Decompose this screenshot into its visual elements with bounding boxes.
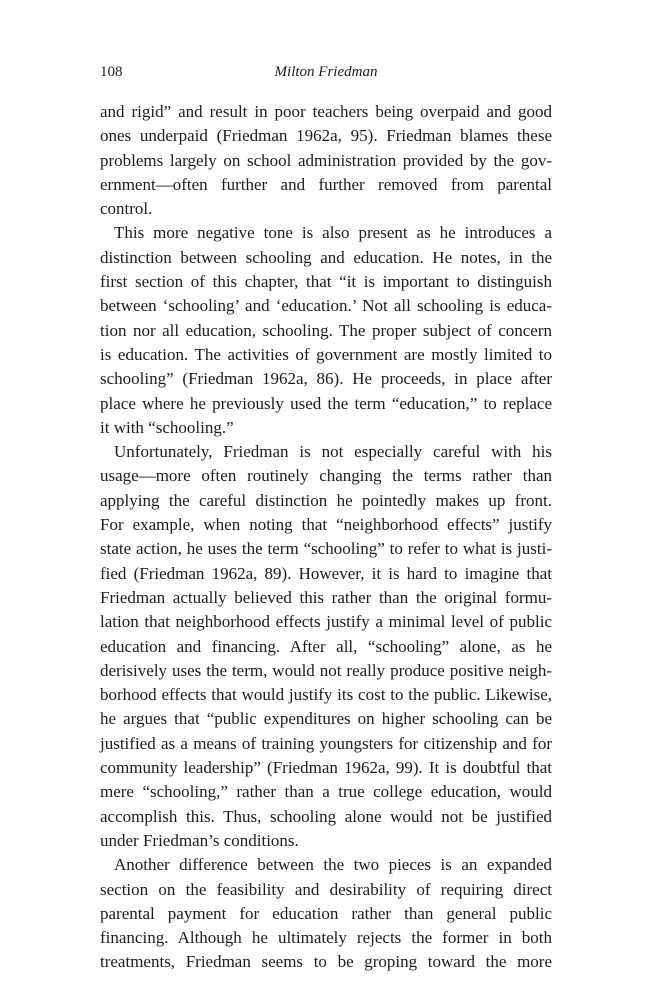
text-line: between ‘schooling’ and ‘education.’ Not all schooling is educa- bbox=[100, 296, 552, 316]
text-line: section on the feasibility and desirability of requiring direct bbox=[100, 879, 552, 899]
text-line: schooling” (Friedman 1962a, 86). He proceeds, in place after bbox=[100, 369, 552, 389]
body-text bbox=[100, 100, 552, 975]
text-line: lation that neighborhood effects justify a minimal level of public bbox=[100, 612, 552, 632]
text-line: treatments, Friedman seems to be groping toward the more bbox=[100, 952, 552, 972]
text-line: borhood effects that would justify its cost to the public. Likewise, bbox=[100, 685, 552, 705]
running-title: Milton Friedman bbox=[274, 64, 378, 80]
text-line: it with “schooling.” bbox=[100, 417, 234, 437]
text-line: fied (Friedman 1962a, 89). However, it is hard to imagine that bbox=[100, 563, 552, 583]
text-line: derisively uses the term, would not really produce positive neigh- bbox=[100, 660, 552, 680]
text-line: ernment—often further and further removed from parental bbox=[100, 174, 552, 194]
page-number: 108 bbox=[100, 64, 123, 80]
text-line: For example, when noting that “neighborhood effects” justify bbox=[100, 515, 552, 535]
text-line: parental payment for education rather than general public bbox=[100, 903, 552, 923]
text-line: financing. Although he ultimately rejects the former in both bbox=[100, 928, 552, 948]
text-line: applying the careful distinction he pointedly makes up front. bbox=[100, 490, 552, 510]
text-line: problems largely on school administration provided by the gov- bbox=[100, 150, 552, 170]
running-header bbox=[100, 58, 552, 88]
text-line: ones underpaid (Friedman 1962a, 95). Friedman blames these bbox=[100, 126, 552, 146]
text-line: control. bbox=[100, 199, 153, 219]
text-line: state action, he uses the term “schooling” to refer to what is justi- bbox=[100, 539, 552, 559]
text-line: place where he previously used the term “education,” to replace bbox=[100, 393, 552, 413]
text-line: mere “schooling,” rather than a true college education, would bbox=[100, 782, 552, 802]
text-line: accomplish this. Thus, schooling alone would not be justified bbox=[100, 806, 552, 826]
text-line: Friedman actually believed this rather than the original formu- bbox=[100, 587, 552, 607]
text-line: justified as a means of training youngsters for citizenship and for bbox=[100, 733, 552, 753]
text-line: first section of this chapter, that “it is important to distinguish bbox=[100, 272, 552, 292]
text-line: tion nor all education, schooling. The proper subject of concern bbox=[100, 320, 552, 340]
text-line: Another difference between the two pieces is an expanded bbox=[114, 855, 552, 875]
text-line: he argues that “public expenditures on higher schooling can be bbox=[100, 709, 552, 729]
text-line: This more negative tone is also present as he introduces a bbox=[114, 223, 552, 243]
text-line: usage—more often routinely changing the terms rather than bbox=[100, 466, 552, 486]
text-line: education and financing. After all, “schooling” alone, as he bbox=[100, 636, 552, 656]
text-line: under Friedman’s conditions. bbox=[100, 830, 299, 850]
text-line: is education. The activities of government are mostly limited to bbox=[100, 344, 552, 364]
text-line: distinction between schooling and education. He notes, in the bbox=[100, 247, 552, 267]
text-line: and rigid” and result in poor teachers being overpaid and good bbox=[100, 102, 552, 121]
book-page bbox=[100, 58, 552, 975]
text-line: Unfortunately, Friedman is not especially careful with his bbox=[114, 442, 552, 462]
text-line: community leadership” (Friedman 1962a, 99). It is doubtful that bbox=[100, 758, 552, 778]
